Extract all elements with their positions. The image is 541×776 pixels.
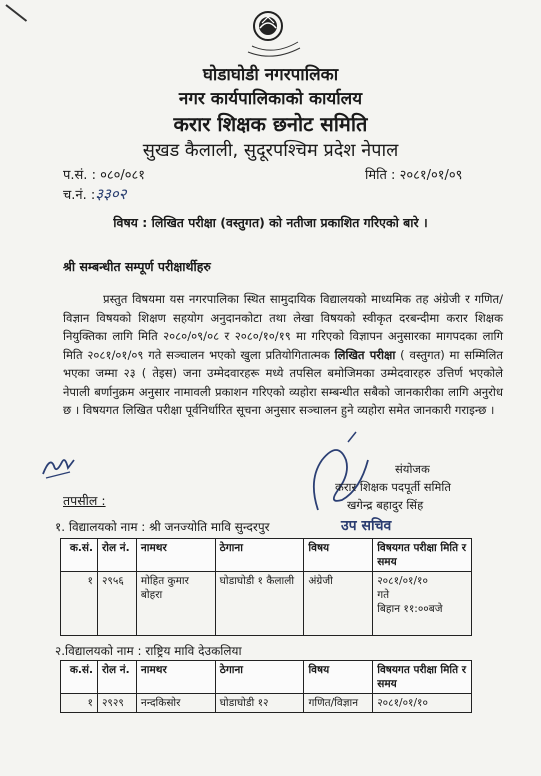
cell-exam-date: २०८१/०१/१० xyxy=(373,694,472,713)
col-subject: विषय xyxy=(304,539,373,572)
exam-date: २०८१/०१/१० xyxy=(377,575,428,587)
issue-date: मिति : २०८१/०१/०९ xyxy=(365,168,463,183)
body-part-2: ( वस्तुगत) मा सम्मिलित भएका जम्मा २३ ( तेइस) जना उम्मेदवारहरू मध्ये तपसिल बमोजिमका उम्मेदवारहरु उत्तिर्ण भएकोले नेपाली बर्णानुक्रम अनुसार नामावली प्रकाशन गरिएको व्यहोरा सम्बन्धीत सबैको जानकारीका लागि अनुरोध छ । विषयगत लिखित परीक्षा पूर्वनिर्धारित सूचना अनुसार सञ्चालन हुने व्यहोरा समेत जानकारी गराइन्छ । xyxy=(63,347,504,417)
exam-gate: गते xyxy=(377,589,390,601)
cell-name: मोहित कुमार बोहरा xyxy=(136,572,215,636)
signatory-title-stamp: उप सचिव xyxy=(341,518,392,534)
table-row xyxy=(61,572,472,636)
cell-sn: १ xyxy=(61,572,98,636)
ps-number: प.सं. : ०८०/०८१ xyxy=(63,168,146,183)
scan-mark xyxy=(5,4,27,22)
section2-school: २.विद्यालयको नाम : राष्ट्रिय मावि देउकलिया xyxy=(55,644,242,658)
cell-sn: १ xyxy=(61,694,98,713)
col-subject: विषय xyxy=(304,661,373,694)
section1-table xyxy=(60,538,472,636)
cell-name: नन्दकिसोर xyxy=(136,694,215,713)
cn-number xyxy=(63,184,126,204)
office-name: नगर कार्यपालिकाको कार्यालय xyxy=(178,89,363,109)
col-exam-date: विषयगत परीक्षा मिति र समय xyxy=(373,661,472,694)
table-header-row xyxy=(61,539,472,572)
municipality-name: घोडाघोडी नगरपालिका xyxy=(202,65,339,85)
signatory-name: खगेन्द्र बहादुर सिंह xyxy=(347,498,424,512)
cell-address: घोडाघोडी १ कैलाली xyxy=(215,572,304,636)
signatory-committee: करार शिक्षक पदपूर्ती समिति xyxy=(335,480,451,494)
body-bold-written-exam: लिखित परीक्षा xyxy=(334,347,396,362)
col-sn: क.सं. xyxy=(61,661,98,694)
cell-subject: गणित/विज्ञान xyxy=(304,694,373,713)
signature-block xyxy=(335,460,451,514)
tapsil-heading: तपसील : xyxy=(63,493,106,508)
cell-address: घोडाघोडी १२ xyxy=(215,694,304,713)
col-roll: रोल नं. xyxy=(97,539,136,572)
body-part-1: प्रस्तुत विषयमा यस नगरपालिका स्थित सामुदायिक विद्यालयको माध्यमिक तह अंग्रेजी र गणित/विज्ञान विषयको शिक्षण सहयोग अनुदानकोटा तथा लेखा विषयको स्वीकृत दरबन्दीमा करार शिक्षक नियुक्तिका लागि मिति २०८०/०९/०८ र २०८०/१०/१९ मा गरिएको विज्ञापन अनुसारका मागपदका लागि मिति २०८१/०१/०९ गते सञ्चालन भएको खुला प्रतियोगितात्मक xyxy=(63,292,503,362)
exam-time: बिहान ११:००बजे xyxy=(377,603,443,615)
col-roll: रोल नं. xyxy=(97,661,136,694)
section2-table xyxy=(60,660,472,713)
col-name: नामथर xyxy=(136,539,215,572)
cell-subject: अंग्रेजी xyxy=(304,572,373,636)
col-address: ठेगाना xyxy=(215,661,304,694)
municipality-logo xyxy=(238,8,308,64)
col-sn: क.सं. xyxy=(61,539,98,572)
cn-handwritten: ३३०२ xyxy=(95,185,127,203)
salutation: श्री सम्बन्धीत सम्पूर्ण परीक्षार्थीहरु xyxy=(63,259,211,274)
table-header-row xyxy=(61,661,472,694)
col-name: नामथर xyxy=(136,661,215,694)
col-address: ठेगाना xyxy=(215,539,304,572)
signatory-role: संयोजक xyxy=(395,462,430,476)
cell-roll: २९२९ xyxy=(97,694,136,713)
cell-exam-date xyxy=(373,572,472,636)
committee-name: करार शिक्षक छनोट समिति xyxy=(173,112,368,136)
office-address: सुखड कैलाली, सुदूरपश्चिम प्रदेश नेपाल xyxy=(142,140,399,161)
table-row xyxy=(61,694,472,713)
col-exam-date: विषयगत परीक्षा मिति र समय xyxy=(373,539,472,572)
cell-roll: २९५६ xyxy=(97,572,136,636)
cn-label: च.नं. : xyxy=(63,188,96,203)
section1-school: १. विद्यालयको नाम : श्री जनज्योति मावि सुन्दरपुर xyxy=(55,520,270,534)
notice-body xyxy=(63,290,503,420)
initial-signature-icon xyxy=(40,452,80,482)
subject-line: विषय : लिखित परीक्षा (वस्तुगत) को नतीजा प्रकाशित गरिएको बारे । xyxy=(113,215,428,230)
